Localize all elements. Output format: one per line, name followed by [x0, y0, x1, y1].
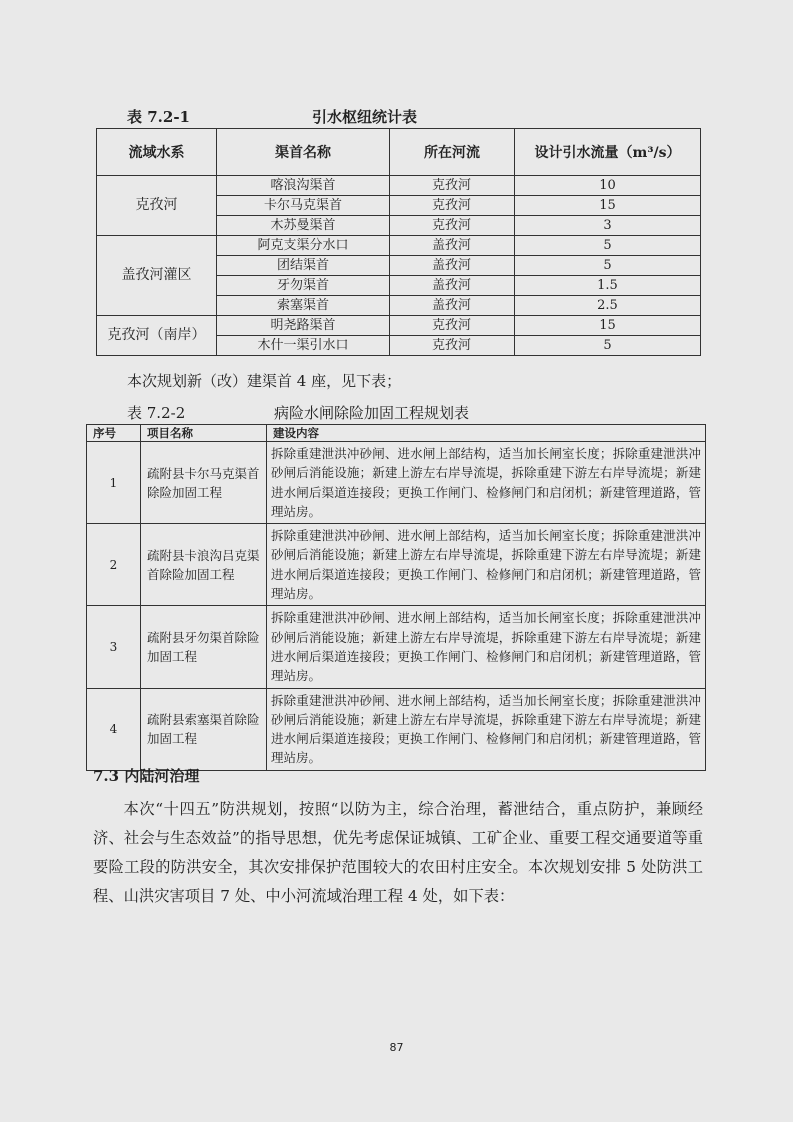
flow-cell: 5: [515, 256, 701, 276]
project-name-cell: 疏附县卡尔马克渠首除险加固工程: [141, 442, 267, 524]
flow-cell: 5: [515, 236, 701, 256]
table-row: [87, 524, 706, 606]
river-cell: 盖孜河: [390, 236, 515, 256]
intro-sentence: 本次规划新（改）建渠首 4 座，见下表；: [127, 372, 402, 390]
header-project-name: 项目名称: [141, 425, 267, 442]
flow-cell: 5: [515, 336, 701, 356]
river-cell: 盖孜河: [390, 256, 515, 276]
table-row: [87, 688, 706, 770]
flow-cell: 15: [515, 316, 701, 336]
intake-name-cell: 喀浪沟渠首: [217, 176, 390, 196]
table1-caption-number: 表 7.2-1: [127, 108, 190, 126]
river-cell: 克孜河: [390, 316, 515, 336]
header-seq: 序号: [87, 425, 141, 442]
table-row: [87, 442, 706, 524]
river-cell: 盖孜河: [390, 276, 515, 296]
flow-cell: 15: [515, 196, 701, 216]
seq-cell: 3: [87, 606, 141, 688]
body-paragraph-text: 本次“十四五”防洪规划，按照“以防为主，综合治理，蓄泄结合，重点防护，兼顾经济、社会与生态效益”的指导思想，优先考虑保证城镇、工矿企业、重要工程交通要道等重要险工段的防洪安全，其次安排保护范围较大的农田村庄安全。本次规划安排 5 处防洪工程、山洪灾害项目 7 处、中小河流域治理工程 4 处，如下表：: [93, 800, 703, 905]
basin-cell: 盖孜河灌区: [97, 236, 217, 316]
intake-name-cell: 木什一渠引水口: [217, 336, 390, 356]
table-row: [97, 316, 701, 336]
header-river: 所在河流: [390, 129, 515, 176]
basin-cell: 克孜河（南岸）: [97, 316, 217, 356]
flow-cell: 3: [515, 216, 701, 236]
river-cell: 克孜河: [390, 336, 515, 356]
river-cell: 克孜河: [390, 216, 515, 236]
table2-caption-number: 表 7.2-2: [127, 404, 186, 422]
seq-cell: 4: [87, 688, 141, 770]
intake-hub-table: [96, 128, 701, 356]
table2-caption-title: 病险水闸除险加固工程规划表: [274, 404, 470, 422]
project-name-cell: 疏附县牙勿渠首除险加固工程: [141, 606, 267, 688]
header-design-flow: 设计引水流量（m³/s）: [515, 129, 701, 176]
sluice-reinforcement-table: [86, 424, 706, 771]
intake-name-cell: 明尧路渠首: [217, 316, 390, 336]
section-heading: 7.3 内陆河治理: [93, 767, 200, 785]
flow-cell: 2.5: [515, 296, 701, 316]
table-row: [97, 176, 701, 196]
table1-caption-title: 引水枢纽统计表: [312, 108, 418, 126]
intake-name-cell: 牙勿渠首: [217, 276, 390, 296]
river-cell: 克孜河: [390, 196, 515, 216]
seq-cell: 1: [87, 442, 141, 524]
content-cell: 拆除重建泄洪冲砂闸、进水闸上部结构，适当加长闸室长度；拆除重建泄洪冲砂闸后消能设施；新建上游左右岸导流堤，拆除重建下游左右岸导流堤；新建进水闸后渠道连接段；更换工作闸门、检修闸门和启闭机；新建管理道路，管理站房。: [267, 524, 706, 606]
intake-name-cell: 卡尔马克渠首: [217, 196, 390, 216]
content-cell: 拆除重建泄洪冲砂闸、进水闸上部结构，适当加长闸室长度；拆除重建泄洪冲砂闸后消能设施；新建上游左右岸导流堤，拆除重建下游左右岸导流堤；新建进水闸后渠道连接段；更换工作闸门、检修闸门和启闭机；新建管理道路，管理站房。: [267, 606, 706, 688]
flow-cell: 1.5: [515, 276, 701, 296]
river-cell: 盖孜河: [390, 296, 515, 316]
table-header-row: [87, 425, 706, 442]
content-cell: 拆除重建泄洪冲砂闸、进水闸上部结构，适当加长闸室长度；拆除重建泄洪冲砂闸后消能设施；新建上游左右岸导流堤，拆除重建下游左右岸导流堤；新建进水闸后渠道连接段；更换工作闸门、检修闸门和启闭机；新建管理道路，管理站房。: [267, 688, 706, 770]
table2-caption: [127, 400, 687, 422]
basin-cell: 克孜河: [97, 176, 217, 236]
page-number: 87: [389, 1041, 404, 1054]
content-cell: 拆除重建泄洪冲砂闸、进水闸上部结构，适当加长闸室长度；拆除重建泄洪冲砂闸后消能设施；新建上游左右岸导流堤，拆除重建下游左右岸导流堤；新建进水闸后渠道连接段；更换工作闸门、检修闸门和启闭机；新建管理道路，管理站房。: [267, 442, 706, 524]
intake-name-cell: 索塞渠首: [217, 296, 390, 316]
project-name-cell: 疏附县索塞渠首除险加固工程: [141, 688, 267, 770]
flow-cell: 10: [515, 176, 701, 196]
body-paragraph: [93, 795, 703, 911]
table-header-row: [97, 129, 701, 176]
table-row: [97, 236, 701, 256]
intake-name-cell: 木苏曼渠首: [217, 216, 390, 236]
intake-name-cell: 团结渠首: [217, 256, 390, 276]
header-intake-name: 渠首名称: [217, 129, 390, 176]
project-name-cell: 疏附县卡浪沟吕克渠首除险加固工程: [141, 524, 267, 606]
intake-name-cell: 阿克支渠分水口: [217, 236, 390, 256]
seq-cell: 2: [87, 524, 141, 606]
table1-caption: [127, 104, 687, 126]
river-cell: 克孜河: [390, 176, 515, 196]
header-basin: 流域水系: [97, 129, 217, 176]
header-content: 建设内容: [267, 425, 706, 442]
table-row: [87, 606, 706, 688]
